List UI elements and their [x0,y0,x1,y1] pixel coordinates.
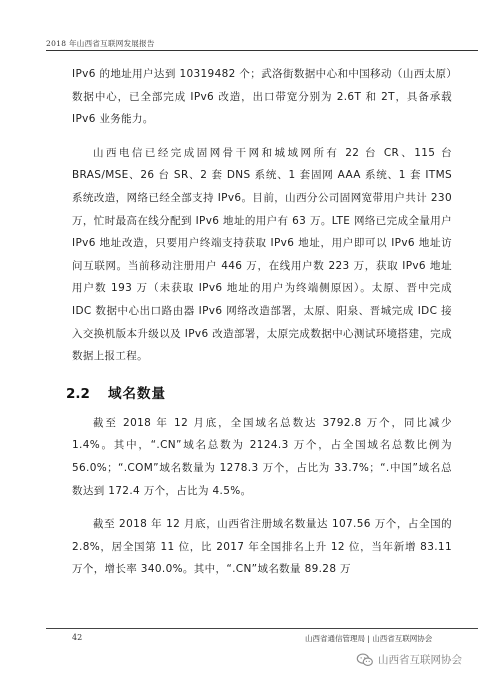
header-divider [46,50,478,51]
page-number: 42 [72,633,83,642]
watermark-text: 山西省互联网协会 [378,654,462,666]
footer-divider [46,628,478,629]
watermark [356,652,462,667]
section-number: 2.2 [66,385,90,402]
paragraph-national-domains: 截至 2018 年 12 月底，全国域名总数达 3792.8 万个，同比减少 1.4%。其中，“.CN”域名总数为 2124.3 万个，占全国域名总数比例为 56.0%；“.COM”域名数量为 1278.3 万个，占比为 33.7%；“.中国”域名总数达到 172.4 万个，占比为 4.5%。 [72,416,452,497]
paragraph-shanxi-telecom: 山西电信已经完成固网骨干网和城域网所有 22 台 CR、115 台 BRAS/MSE、26 台 SR、2 套 DNS 系统、1 套固网 AAA 系统、1 套 ITMS 系统改造，网络已经全部支持 IPv6。目前，山西分公司固网宽带用户共计 230 万，忙时最高在线分配到 IPv6 地址的用户有 63 万。LTE 网络已完成全量用户 IPv6 地址改造，只要用户终端支持获取 IPv6 地址，用户即可以 IPv6 地址访问互联网。当前移动注册用户 446 万，在线用户数 223 万，获取 IPv6 地址用户数 193 万（未获取 IPv6 地址的用户为终端侧原因）。太原、晋中完成 IDC 数据中心出口路由器 IPv6 网络改造部署，太原、阳泉、晋城完成 IDC 接入交换机版本升级以及 IPv6 改造部署，太原完成数据中心测试环境搭建，完成数据上报工程。 [72,146,452,363]
wechat-icon [356,653,374,667]
paragraph-ipv6-users: IPv6 的地址用户达到 10319482 个；武洛街数据中心和中国移动（山西太原）数据中心，已全部完成 IPv6 改造，出口带宽分别为 2.6T 和 2T，具备承载 IPv6 业务能力。 [72,68,452,126]
footer-organizations: 山西省通信管理局 | 山西省互联网协会 [305,634,433,643]
section-title: 域名数量 [108,385,166,402]
paragraph-shanxi-domains: 截至 2018 年 12 月底，山西省注册域名数量达 107.56 万个，占全国的 2.8%，居全国第 11 位，比 2017 年全国排名上升 12 位，当年新增 83.11 万个，增长率 340.0%。其中，“.CN”域名数量 89.28 万 [72,518,452,576]
section-heading [66,382,452,402]
report-header-title: 2018 年山西省互联网发展报告 [46,39,155,48]
document-body [66,63,452,581]
